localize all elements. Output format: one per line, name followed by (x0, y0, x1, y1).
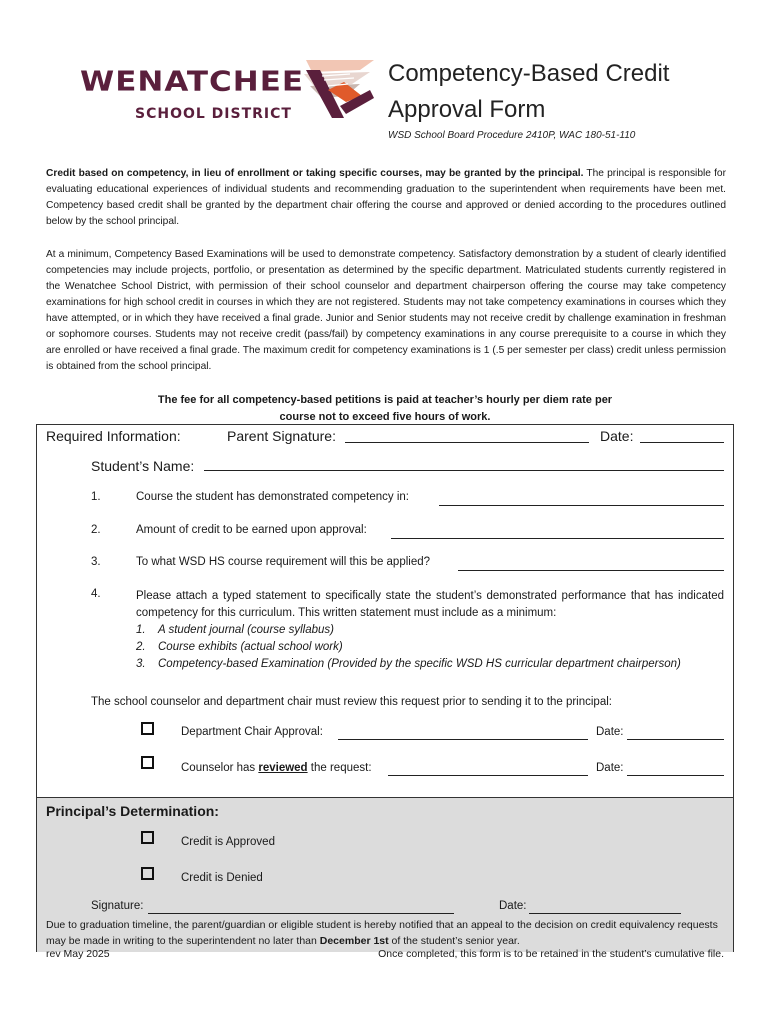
sub-item-1-number: 1. (136, 624, 146, 636)
denied-checkbox[interactable] (141, 867, 154, 880)
counselor-label: Counselor has reviewed the request: (181, 762, 372, 774)
item-3-text: To what WSD HS course requirement will this be applied? (136, 556, 431, 568)
counselor-reviewed-word: reviewed (258, 762, 308, 774)
intro-paragraph (46, 166, 726, 230)
district-logo-name: WENATCHEE (80, 66, 305, 98)
dept-chair-signature-field[interactable] (338, 738, 588, 740)
student-name-field[interactable] (204, 469, 724, 471)
appeal-deadline: December 1st (319, 935, 389, 947)
counselor-date-field[interactable] (627, 774, 724, 776)
item-3-number: 3. (91, 556, 101, 568)
form-title-line1: Competency-Based Credit (388, 60, 670, 87)
sub-item-2-text: Course exhibits (actual school work) (158, 641, 343, 653)
dept-chair-date-field[interactable] (627, 738, 724, 740)
appeal-notice: Due to graduation timeline, the parent/guardian or eligible student is hereby notified that an appeal to the decision on credit equivalency requests may be made in writing to the superintendent no later than December 1st of the student’s senior year. (46, 919, 718, 947)
dept-chair-label: Department Chair Approval: (181, 726, 323, 738)
principal-signature-field[interactable] (148, 912, 454, 914)
course-requirement-field[interactable] (458, 569, 724, 571)
sub-item-2-number: 2. (136, 641, 146, 653)
approved-label: Credit is Approved (181, 836, 275, 848)
form-title (388, 56, 728, 128)
item-2-number: 2. (91, 524, 101, 536)
required-info-label: Required Information: (46, 428, 181, 444)
principal-signature-label: Signature: (91, 900, 144, 912)
item-1-number: 1. (91, 491, 101, 503)
sub-item-3-text: Competency-based Examination (Provided by the specific WSD HS curricular department chairperson) (158, 658, 681, 670)
intro-bold-lead: Credit based on competency, in lieu of enrollment or taking specific courses, may be granted by the principal. (46, 168, 584, 179)
parent-date-field[interactable] (640, 441, 724, 443)
district-logo-subtitle: SCHOOL DISTRICT (135, 106, 292, 122)
revision-date: rev May 2025 (46, 948, 110, 960)
parent-signature-field[interactable] (345, 441, 589, 443)
dept-chair-checkbox[interactable] (141, 722, 154, 735)
denied-label: Credit is Denied (181, 872, 263, 884)
parent-date-label: Date: (600, 428, 634, 444)
intro-rest: The principal is responsible for evaluating educational experiences of individual students and recommending graduation to the superintendent when requirements have been met. Competency based credit shall be granted by the department chair offering the course and approved or denied according to the procedures outlined below by the school principal. (46, 168, 726, 227)
item-4-text: Please attach a typed statement to specifically state the student’s demonstrated performance that has indicated competency for this curriculum. This written statement must include as a minimum: (136, 590, 724, 619)
student-name-label: Student’s Name: (91, 458, 195, 474)
principal-date-field[interactable] (529, 912, 681, 914)
counselor-signature-field[interactable] (388, 774, 588, 776)
exam-paragraph: At a minimum, Competency Based Examinations will be used to demonstrate competency. Satisfactory demonstration by a student of clearly identified competencies may include projects, portfolio, or presentation as determined by the specific department. Matriculated students currently registered in the Wenatchee School District, with permission of their school counselor and department chairperson offering the course may take competency examinations for high school credit in courses in which they are not registered. Students may not take competency examinations in courses which they have attempted, or in which they have received a final grade. Junior and Senior students may not receive credit by challenge examination in freshman or sophomore courses. Students may not receive credit (pass/fail) by competency examinations in any course prerequisite to a course in which they are enrolled or have received a final grade. The maximum credit for competency examinations is 1 (.5 per semester per class) credit unless permission is obtained from the school principal. (46, 249, 726, 372)
item-4-number: 4. (91, 588, 101, 600)
approved-checkbox[interactable] (141, 831, 154, 844)
retention-note: Once completed, this form is to be retained in the student’s cumulative file. (378, 948, 724, 960)
credit-amount-field[interactable] (391, 537, 724, 539)
principal-heading: Principal’s Determination: (46, 803, 219, 819)
course-field[interactable] (439, 504, 724, 506)
fee-statement (130, 392, 640, 426)
principal-date-label: Date: (499, 900, 527, 912)
form-title-line2: Approval Form (388, 96, 546, 123)
item-1-text: Course the student has demonstrated competency in: (136, 491, 409, 503)
district-logo-mark-icon (300, 56, 378, 127)
sub-item-1-text: A student journal (course syllabus) (158, 624, 334, 636)
fee-line-2: course not to exceed five hours of work. (279, 411, 491, 423)
review-note: The school counselor and department chair must review this request prior to sending it to the principal: (91, 696, 612, 708)
counselor-checkbox[interactable] (141, 756, 154, 769)
counselor-date-label: Date: (596, 762, 624, 774)
dept-chair-date-label: Date: (596, 726, 624, 738)
procedure-reference: WSD School Board Procedure 2410P, WAC 180-51-110 (388, 130, 636, 141)
sub-item-3-number: 3. (136, 658, 146, 670)
item-2-text: Amount of credit to be earned upon approval: (136, 524, 367, 536)
parent-signature-label: Parent Signature: (227, 428, 336, 444)
fee-line-1: The fee for all competency-based petitions is paid at teacher’s hourly per diem rate per (157, 394, 613, 406)
